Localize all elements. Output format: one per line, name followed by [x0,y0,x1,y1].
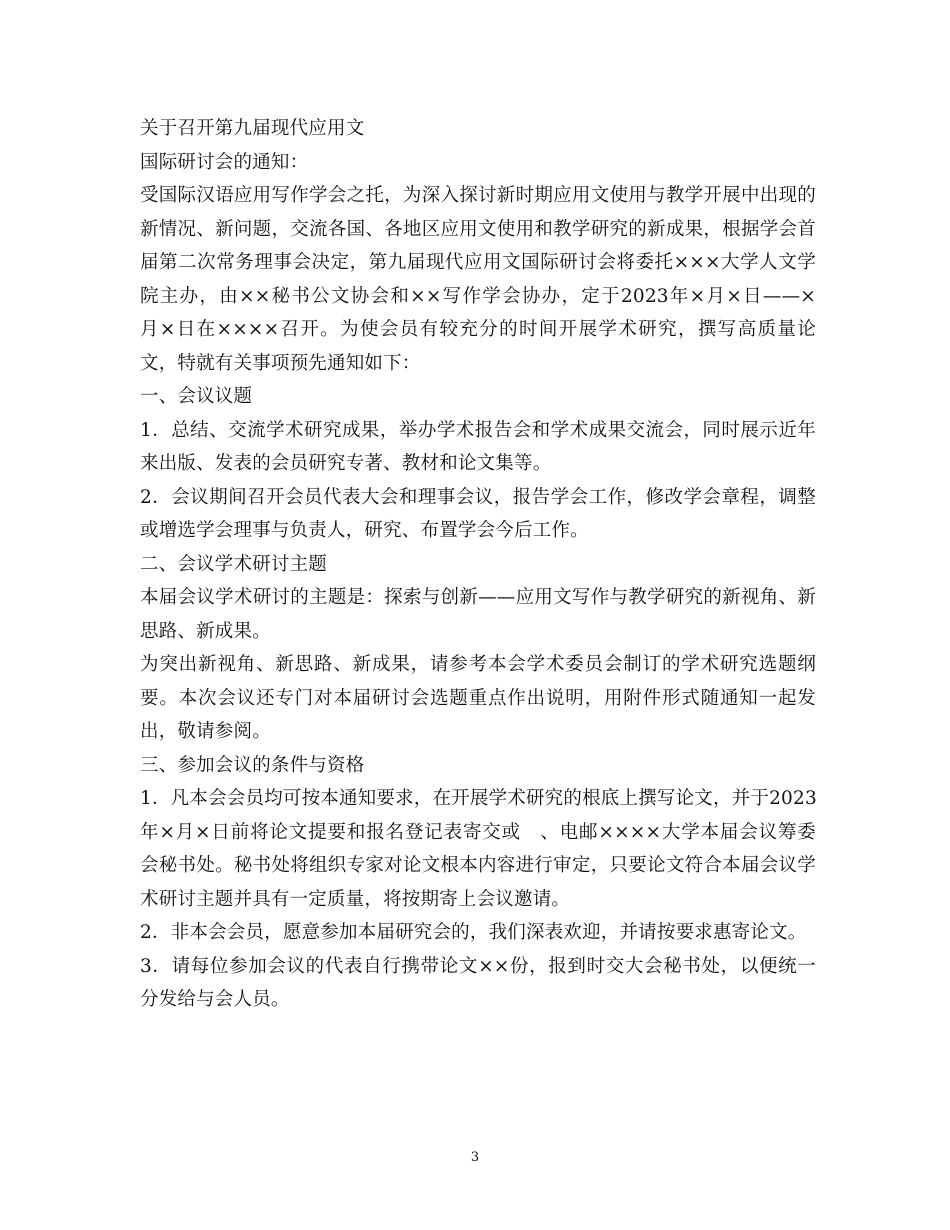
section-3-item-3-line: 分发给与会人员。 [140,989,290,1010]
section-1-heading: 一、会议议题 [140,386,253,407]
document-body [140,112,816,1017]
section-3-item-1-line: 术研讨主题并具有一定质量，将按期寄上会议邀请。 [140,888,571,910]
section-3-item-1-line: 会秘书处。秘书处将组织专家对论文根本内容进行审定，只要论文符合本届会议学 [140,855,816,876]
document-title-line-2: 国际研讨会的通知： [140,151,309,173]
section-2-theme-line: 思路、新成果。 [140,620,271,642]
section-1-item-2-line: 或增选学会理事与负责人，研究、布置学会今后工作。 [140,520,589,541]
section-2-note-line: 出，敬请参阅。 [140,721,271,742]
intro-line: 院主办，由××秘书公文协会和××写作学会协办，定于2023年×月×日——× [140,285,816,307]
section-1-item-1-line: 来出版、发表的会员研究专著、教材和论文集等。 [140,453,552,474]
section-3-item-1-line: 年×月×日前将论文提要和报名登记表寄交或 、电邮××××大学本届会议筹委 [140,821,816,843]
section-3-heading: 三、参加会议的条件与资格 [140,754,365,776]
section-3-item-3-line: 3．请每位参加会议的代表自行携带论文××份，报到时交大会秘书处，以便统一 [140,955,816,977]
section-3-item-2-line: 2．非本会会员，愿意参加本届研究会的，我们深表欢迎，并请按要求惠寄论文。 [140,922,807,943]
page-number: 3 [470,1150,480,1165]
intro-line: 月×日在××××召开。为使会员有较充分的时间开展学术研究，撰写高质量论 [140,319,816,340]
section-1-item-2-line: 2．会议期间召开会员代表大会和理事会议，报告学会工作，修改学会章程，调整 [140,486,816,508]
intro-line: 受国际汉语应用写作学会之托，为深入探讨新时期应用文使用与教学开展中出现的 [140,185,816,206]
section-2-theme-line: 本届会议学术研讨的主题是：探索与创新——应用文写作与教学研究的新视角、新 [140,587,816,608]
intro-line: 届第二次常务理事会决定，第九届现代应用文国际研讨会将委托×××大学人文学 [140,252,816,273]
section-2-heading: 二、会议学术研讨主题 [140,553,328,575]
document-title-line-1: 关于召开第九届现代应用文 [140,118,365,139]
section-2-note-line: 为突出新视角、新思路、新成果，请参考本会学术委员会制订的学术研究选题纲 [140,654,816,675]
intro-line: 新情况、新问题，交流各国、各地区应用文使用和教学研究的新成果，根据学会首 [140,218,816,240]
intro-line: 文，特就有关事项预先通知如下： [140,352,421,374]
section-2-note-line: 要。本次会议还专门对本届研讨会选题重点作出说明，用附件形式随通知一起发 [140,687,816,709]
section-3-item-1-line: 1．凡本会会员均可按本通知要求，在开展学术研究的根底上撰写论文，并于2023 [140,788,817,809]
section-1-item-1-line: 1．总结、交流学术研究成果，举办学术报告会和学术成果交流会，同时展示近年 [140,419,816,441]
